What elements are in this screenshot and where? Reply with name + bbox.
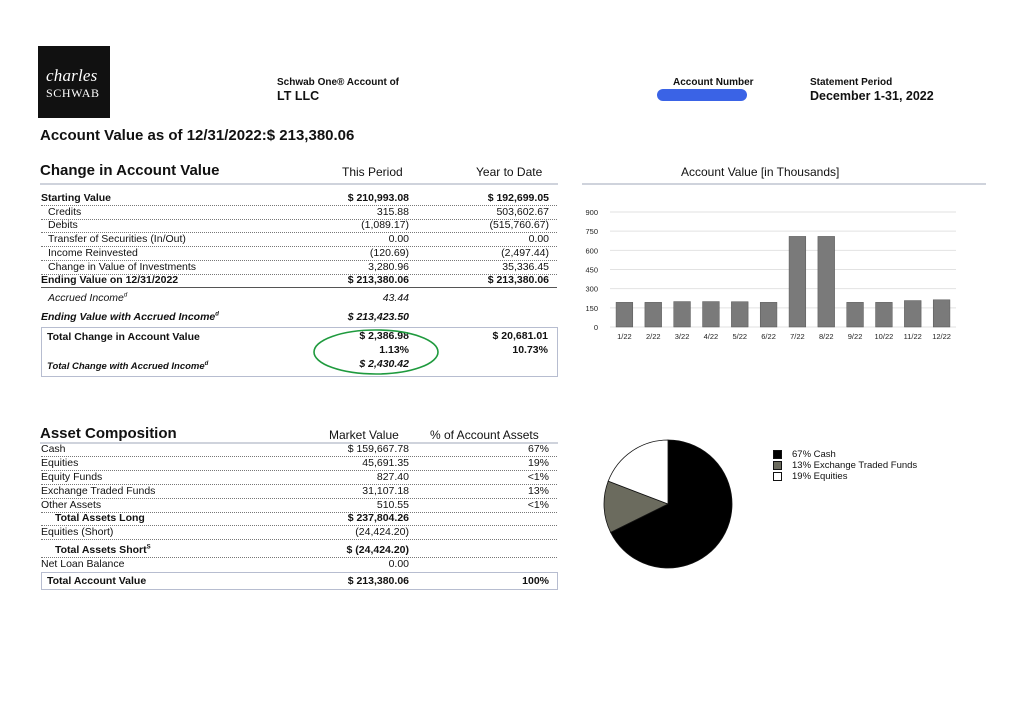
table-row xyxy=(41,499,557,513)
this-period-value: 43.44 xyxy=(382,292,409,304)
bar xyxy=(789,236,806,327)
total-assets-short-label: Total Assets Short xyxy=(55,544,147,556)
x-tick-label: 8/22 xyxy=(818,332,834,341)
row-label: Change in Value of Investments xyxy=(48,261,197,273)
x-tick-label: 2/22 xyxy=(645,332,661,341)
schwab-logo xyxy=(38,46,110,118)
y-tick-label: 600 xyxy=(585,246,598,256)
footnote-mark: S xyxy=(146,544,151,551)
row-label: Transfer of Securities (In/Out) xyxy=(48,233,186,245)
total-change-this-value: $ 2,386.98 xyxy=(359,330,409,342)
market-value: $ (24,424.20) xyxy=(346,544,409,556)
x-tick-label: 9/22 xyxy=(847,332,863,341)
row-label xyxy=(41,292,127,304)
account-holder: LT LLC xyxy=(277,89,320,103)
legend-label: 67% Cash xyxy=(792,449,836,460)
row-label: Net Loan Balance xyxy=(41,558,125,570)
footnote-mark: d xyxy=(204,361,209,367)
bar xyxy=(818,236,835,327)
col-year-to-date: Year to Date xyxy=(476,165,543,179)
chart-header-rule xyxy=(582,183,986,185)
legend-item-etf xyxy=(773,460,917,471)
this-period-value: $ 210,993.08 xyxy=(347,192,409,204)
market-value: $ 159,667.78 xyxy=(347,443,409,455)
row-label: Income Reinvested xyxy=(48,247,138,259)
col-this-period: This Period xyxy=(342,165,403,179)
change-header-rule xyxy=(40,183,558,185)
table-row xyxy=(41,526,557,540)
ytd-value: 0.00 xyxy=(528,233,549,245)
table-row xyxy=(41,443,557,457)
pie-legend xyxy=(773,449,917,482)
legend-item-cash xyxy=(773,449,917,460)
x-tick-label: 3/22 xyxy=(674,332,690,341)
row-label xyxy=(41,544,151,556)
x-tick-label: 12/22 xyxy=(932,332,951,341)
col-market-value: Market Value xyxy=(329,428,399,442)
pct-value: 19% xyxy=(527,457,549,469)
row-label xyxy=(41,311,219,323)
table-row xyxy=(41,233,557,247)
legend-label: 19% Equities xyxy=(792,471,848,482)
legend-swatch xyxy=(773,472,782,481)
asset-section-title: Asset Composition xyxy=(40,425,177,442)
statement-period-label: Statement Period xyxy=(810,77,893,88)
table-row xyxy=(41,311,557,324)
row-label: Equity Funds xyxy=(41,471,103,483)
table-row xyxy=(41,485,557,499)
bar xyxy=(616,302,633,327)
table-row xyxy=(41,544,557,558)
legend-swatch xyxy=(773,450,782,459)
y-tick-label: 150 xyxy=(585,303,598,313)
account-value-title: Account Value as of 12/31/2022:$ 213,380.06 xyxy=(40,127,355,144)
pct-value: 67% xyxy=(527,443,549,455)
bar xyxy=(674,302,691,327)
this-period-value: $ 213,380.06 xyxy=(347,274,409,286)
account-number-label: Account Number xyxy=(673,77,754,88)
x-tick-label: 6/22 xyxy=(761,332,776,341)
total-change-accrued-label xyxy=(47,361,208,372)
y-tick-label: 300 xyxy=(585,284,598,294)
y-tick-label: 450 xyxy=(585,265,598,275)
table-row xyxy=(41,292,557,305)
footnote-mark: d xyxy=(215,311,219,318)
this-period-value: $ 213,423.50 xyxy=(347,311,409,323)
this-period-value: (1,089.17) xyxy=(361,219,409,231)
x-tick-label: 7/22 xyxy=(790,332,805,341)
row-label: Total Assets Long xyxy=(55,512,145,524)
legend-swatch xyxy=(773,461,782,470)
table-row xyxy=(41,471,557,485)
x-tick-label: 10/22 xyxy=(874,332,894,341)
row-label: Exchange Traded Funds xyxy=(41,485,156,497)
market-value: (24,424.20) xyxy=(355,526,409,538)
account-value-bar-chart xyxy=(570,200,990,350)
ytd-value: (515,760.67) xyxy=(489,219,549,231)
market-value: 0.00 xyxy=(388,558,409,570)
asset-pie-chart xyxy=(598,434,738,574)
this-period-value: 315.88 xyxy=(376,206,409,218)
col-pct-assets: % of Account Assets xyxy=(430,428,539,442)
pct-value: 13% xyxy=(527,485,549,497)
total-account-value-label: Total Account Value xyxy=(47,575,147,587)
total-change-this-pct: 1.13% xyxy=(379,344,409,356)
row-label: Cash xyxy=(41,443,66,455)
total-change-ytd-pct: 10.73% xyxy=(512,344,548,356)
row-label: Credits xyxy=(48,206,82,218)
table-row xyxy=(41,219,557,233)
accrued-income-label: Accrued Income xyxy=(48,292,124,304)
ytd-value: $ 213,380.06 xyxy=(487,274,549,286)
highlight-ellipse xyxy=(310,326,442,378)
row-label: Equities xyxy=(41,457,79,469)
legend-item-equities xyxy=(773,471,917,482)
row-label: Other Assets xyxy=(41,499,102,511)
logo-line-2: SCHWAB xyxy=(46,86,100,100)
ytd-value: $ 192,699.05 xyxy=(487,192,549,204)
ytd-value: 503,602.67 xyxy=(496,206,549,218)
table-row xyxy=(41,261,557,275)
market-value: 827.40 xyxy=(376,471,409,483)
account-number-redaction xyxy=(657,89,747,101)
table-row xyxy=(41,206,557,220)
ytd-value: (2,497.44) xyxy=(501,247,549,259)
this-period-value: 3,280.96 xyxy=(368,261,409,273)
bar xyxy=(933,300,950,327)
x-tick-label: 4/22 xyxy=(703,332,719,341)
legend-label: 13% Exchange Traded Funds xyxy=(792,460,918,471)
x-tick-label: 5/22 xyxy=(732,332,748,341)
y-tick-label: 750 xyxy=(585,227,598,237)
row-label: Debits xyxy=(48,219,78,231)
total-change-accrued-text: Total Change with Accrued Income xyxy=(47,361,205,373)
pct-value: <1% xyxy=(527,499,549,511)
market-value: 31,107.18 xyxy=(362,485,409,497)
y-tick-label: 0 xyxy=(593,323,598,332)
bar xyxy=(847,302,864,327)
market-value: $ 237,804.26 xyxy=(347,512,409,524)
x-tick-label: 1/22 xyxy=(617,332,632,341)
ytd-value: 35,336.45 xyxy=(502,261,549,273)
table-row xyxy=(41,192,557,206)
x-tick-label: 11/22 xyxy=(903,332,922,341)
market-value: 510.55 xyxy=(376,499,409,511)
table-row xyxy=(41,247,557,261)
total-change-label: Total Change in Account Value xyxy=(47,331,200,343)
market-value: 45,691.35 xyxy=(362,457,409,469)
table-row xyxy=(41,512,557,526)
total-account-value: $ 213,380.06 xyxy=(347,575,409,587)
bar-chart-title: Account Value [in Thousands] xyxy=(681,165,840,179)
row-label: Equities (Short) xyxy=(41,526,114,538)
footnote-mark: d xyxy=(123,292,128,299)
bar xyxy=(876,302,893,327)
total-account-pct: 100% xyxy=(522,575,549,587)
total-change-ytd-value: $ 20,681.01 xyxy=(492,330,548,342)
bar xyxy=(645,302,662,327)
this-period-value: 0.00 xyxy=(388,233,409,245)
pct-value: <1% xyxy=(527,471,549,483)
change-section-title: Change in Account Value xyxy=(40,162,220,179)
bar xyxy=(760,302,777,327)
account-type-label: Schwab One® Account of xyxy=(277,77,400,88)
bar xyxy=(904,301,921,327)
total-change-accrued-value: $ 2,430.42 xyxy=(359,358,409,370)
ending-accrued-label: Ending Value with Accrued Income xyxy=(41,311,216,323)
bar xyxy=(703,302,720,327)
statement-period: December 1-31, 2022 xyxy=(810,89,934,103)
row-label: Starting Value xyxy=(41,192,112,204)
this-period-value: (120.69) xyxy=(369,247,409,259)
row-label: Ending Value on 12/31/2022 xyxy=(41,274,179,286)
bar xyxy=(731,302,748,327)
table-row xyxy=(41,457,557,471)
logo-line-1: charles xyxy=(46,66,98,85)
table-row xyxy=(41,274,557,288)
y-tick-label: 900 xyxy=(585,208,598,217)
table-row xyxy=(41,558,557,571)
